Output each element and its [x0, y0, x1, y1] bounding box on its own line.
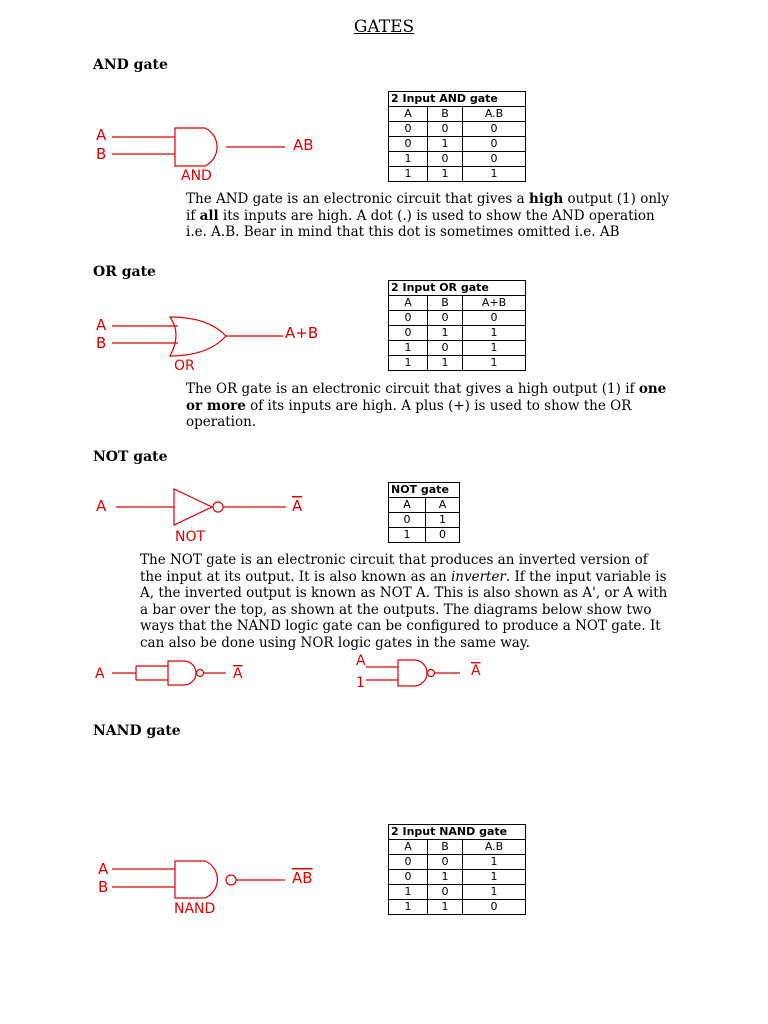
not-gate-heading: NOT gate — [93, 449, 168, 465]
nand-high-input-diagram — [352, 650, 502, 692]
table-row — [389, 152, 526, 167]
table-cell: 1 — [428, 900, 463, 915]
not-gate-symbol — [174, 489, 212, 525]
and-description: The AND gate is an electronic circuit that gives a high output (1) only if all its inputs are high. A dot (.) is used to show the AND operation i.e. A.B. Bear in mind that this dot is sometimes omitted i.e. AB — [186, 191, 669, 240]
table-header: A.B — [463, 107, 526, 122]
table-header: A+B — [463, 296, 526, 311]
table-cell: 0 — [389, 870, 428, 885]
and-gate-symbol — [175, 128, 217, 166]
table-cell: 1 — [428, 870, 463, 885]
table-cell: 0 — [389, 122, 428, 137]
inversion-bubble — [213, 502, 223, 512]
or-gate-name: OR — [174, 358, 195, 374]
table-header: B — [428, 296, 463, 311]
table-cell: 0 — [426, 528, 460, 543]
table-cell: 1 — [389, 341, 428, 356]
table-header: A.B — [463, 840, 526, 855]
not-gate-name: NOT — [175, 529, 206, 545]
nand-gate-symbol — [175, 861, 217, 898]
table-cell: 1 — [428, 167, 463, 182]
or-input-a-label: A — [96, 316, 107, 334]
table-cell: 0 — [463, 137, 526, 152]
table-cell: 1 — [426, 513, 460, 528]
table-cell: 1 — [463, 870, 526, 885]
and-gate-heading: AND gate — [93, 57, 168, 73]
table-cell: 1 — [463, 341, 526, 356]
and-gate-diagram — [90, 120, 330, 188]
table-cell: 1 — [389, 356, 428, 371]
nand-input-b-label: B — [98, 878, 109, 896]
table-cell: 1 — [428, 326, 463, 341]
table-cell: 0 — [463, 122, 526, 137]
table-caption: 2 Input OR gate — [389, 281, 526, 296]
nand-output-label: AB — [292, 869, 313, 887]
not-output-label: A — [292, 497, 303, 515]
table-cell: 0 — [463, 311, 526, 326]
table-row — [389, 122, 526, 137]
table-cell: 0 — [428, 341, 463, 356]
table-cell: 0 — [428, 152, 463, 167]
table-cell: 1 — [428, 137, 463, 152]
not-input-label: A — [96, 497, 107, 515]
table-cell: 0 — [389, 326, 428, 341]
table-header: A — [389, 107, 428, 122]
inversion-bubble — [226, 875, 236, 885]
or-truth-table — [388, 280, 526, 371]
table-row — [389, 356, 526, 371]
nand-gate-name: NAND — [174, 901, 216, 917]
table-row — [389, 137, 526, 152]
table-header: A — [389, 840, 428, 855]
table-cell: 1 — [463, 356, 526, 371]
or-input-b-label: B — [96, 334, 107, 352]
or-output-label: A+B — [285, 324, 319, 342]
table-row — [389, 513, 460, 528]
nand-gate-heading: NAND gate — [93, 723, 181, 739]
table-row — [389, 528, 460, 543]
table-row — [389, 870, 526, 885]
table-cell: 0 — [389, 137, 428, 152]
table-header: $\overline{A}$ — [426, 498, 460, 513]
table-caption: NOT gate — [389, 483, 460, 498]
nand2-output-label: A — [471, 663, 481, 679]
table-cell: 0 — [389, 855, 428, 870]
nand1-input-label: A — [95, 666, 105, 682]
and-output-label: AB — [293, 136, 314, 154]
or-gate-heading: OR gate — [93, 264, 156, 280]
table-row — [389, 855, 526, 870]
table-cell: 1 — [463, 855, 526, 870]
table-row — [389, 326, 526, 341]
nand-input-a-label: A — [98, 860, 109, 878]
table-cell: 1 — [389, 528, 426, 543]
table-row — [389, 311, 526, 326]
nand2-input-b-label: 1 — [356, 675, 365, 691]
table-row — [389, 900, 526, 915]
or-gate-symbol — [170, 317, 226, 356]
and-truth-table — [388, 91, 526, 182]
table-caption: 2 Input NAND gate — [389, 825, 526, 840]
table-cell: 0 — [428, 122, 463, 137]
table-cell: 0 — [463, 900, 526, 915]
nand1-output-label: A — [233, 666, 243, 682]
not-truth-table — [388, 482, 460, 543]
table-cell: 0 — [428, 855, 463, 870]
table-row — [389, 885, 526, 900]
table-cell: 1 — [428, 356, 463, 371]
table-cell: 1 — [389, 900, 428, 915]
table-cell: 1 — [389, 885, 428, 900]
or-description: The OR gate is an electronic circuit that gives a high output (1) if one or more of its inputs are high. A plus (+) is used to show the OR operation. — [186, 381, 667, 430]
table-cell: 1 — [463, 885, 526, 900]
not-gate-diagram — [90, 486, 320, 546]
table-header: A — [389, 498, 426, 513]
table-cell: 1 — [389, 152, 428, 167]
table-cell: 0 — [389, 513, 426, 528]
nand2-input-a-label: A — [356, 653, 366, 669]
table-cell: 0 — [428, 885, 463, 900]
not-description: The NOT gate is an electronic circuit that produces an inverted version of the input at its output. It is also known as an inverter. If the input variable is A, the inverted output is known as NOT A. This is also shown as A', or A with a bar over the top, as shown at the outputs. The diagrams below show two ways that the NAND logic gate can be configured to produce a NOT gate. It can also be done using NOR logic gates in the same way. — [140, 552, 668, 651]
page-title: GATES — [353, 17, 415, 37]
nand-truth-table — [388, 824, 526, 915]
nand-tied-inputs-diagram — [92, 655, 262, 691]
table-row — [389, 167, 526, 182]
table-cell: 0 — [463, 152, 526, 167]
nand-gate-diagram — [90, 855, 330, 921]
table-cell: 1 — [389, 167, 428, 182]
and-gate-name: AND — [181, 168, 212, 184]
or-gate-diagram — [90, 312, 330, 376]
table-cell: 0 — [428, 311, 463, 326]
table-header: B — [428, 840, 463, 855]
table-header: A — [389, 296, 428, 311]
table-caption: 2 Input AND gate — [389, 92, 526, 107]
table-header: B — [428, 107, 463, 122]
table-row — [389, 341, 526, 356]
table-cell: 0 — [389, 311, 428, 326]
and-input-b-label: B — [96, 145, 107, 163]
table-cell: 1 — [463, 167, 526, 182]
table-cell: 1 — [463, 326, 526, 341]
and-input-a-label: A — [96, 126, 107, 144]
